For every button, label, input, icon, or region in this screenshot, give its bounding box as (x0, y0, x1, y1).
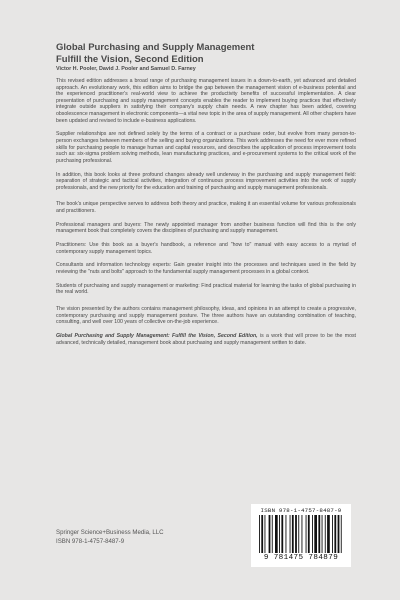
closing-text: is a work that will prove to be the most advanced, technically detailed, management book about purchasing and supply management written to date. (56, 332, 356, 346)
barcode-number: 9 781475 784879 (263, 554, 339, 562)
paragraph-vision: The vision presented by the authors contains management philosophy, ideas, and opinions in an attempt to create a progressive, contemporary purchasing and supply management posture. The three authors have an outstanding combination of teaching, consulting, and well over 100 years of collective on-the-job experience. (56, 305, 356, 326)
publisher-isbn: ISBN 978-1-4757-8487-9 (56, 537, 125, 545)
publisher-name: Springer Science+Business Media, LLC (56, 529, 164, 536)
paragraph-students: Students of purchasing and supply management or marketing: Find practical material for learning the tasks of global purchasing in the real world. (56, 282, 356, 296)
paragraph-three-changes: In addition, this book looks at three profound changes already well underway in the purchasing and supply management field: separation of strategic and tactical activities, integration of continuous process improvement activities into the work of supply professionals, and the new priority for the education and training of purchasing and supply management professionals. (56, 171, 356, 191)
book-title (56, 42, 356, 65)
cover-text-block (56, 42, 356, 353)
paragraph-supplier-relationships: Supplier relationships are not defined solely by the terms of a contract or a purchase order, but evolve from many person-to-person exchanges between members of the selling and buying organizations. This work addresses the need for ever more refined skills for purchasing people to manage human and capital resources, and describes the application of process improvement tools such as: six-sigma problem solving methods, lean manufacturing practices, and e-procurement systems to the critical work of the purchasing professional. (56, 131, 356, 164)
barcode-isbn-label: ISBN 978-1-4757-8487-9 (260, 507, 342, 514)
closing-title-emphasis: Global Purchasing and Supply Management: Fulfill the Vision, Second Edition, (56, 332, 258, 339)
paragraph-intro: This revised edition addresses a broad range of purchasing management issues in a down-to-earth, yet advanced and detailed approach. An evolutionary work, this edition aims to bridge the gap between the management vision of e-business potential and the experienced practitioner's real-world view to achieve the productivity benefits of successful implementation. A clear presentation of purchasing and supply management concepts enables the reader to implement buying practices that effectively integrate outside suppliers in satisfying their company's supply chain needs. A new chapter has been added, covering obsolescence management in electronic components—a vital new topic in the area of supply management. All other chapters have been updated and revised to include e-business applications. (56, 78, 356, 124)
title-line-2: Fulfill the Vision, Second Edition (56, 53, 204, 65)
paragraph-practitioners: Practitioners: Use this book as a buyer's handbook, a reference and "how to" manual with easy access to a myriad of contemporary supply management topics. (56, 242, 356, 255)
paragraph-consultants: Consultants and information technology experts: Gain greater insight into the processes and techniques used in the field by reviewing the "nuts and bolts" approach to the fundamental supply management processes in a global context. (56, 262, 356, 275)
publisher-block (56, 529, 164, 546)
title-line-1: Global Purchasing and Supply Management (56, 42, 255, 53)
author-names: Victor H. Pooler, David J. Pooler and Samuel D. Farney (56, 66, 196, 72)
barcode-label (251, 504, 351, 567)
barcode-icon (259, 515, 343, 553)
paragraph-unique-perspective: The book's unique perspective serves to address both theory and practice, making it an essential volume for various professionals and practitioners. (56, 201, 356, 214)
paragraph-managers-buyers: Professional managers and buyers: The newly appointed manager from another business function will find this is the only management book that completely covers the disciplines of purchasing and supply management. (56, 221, 356, 235)
paragraph-closing (56, 333, 356, 346)
